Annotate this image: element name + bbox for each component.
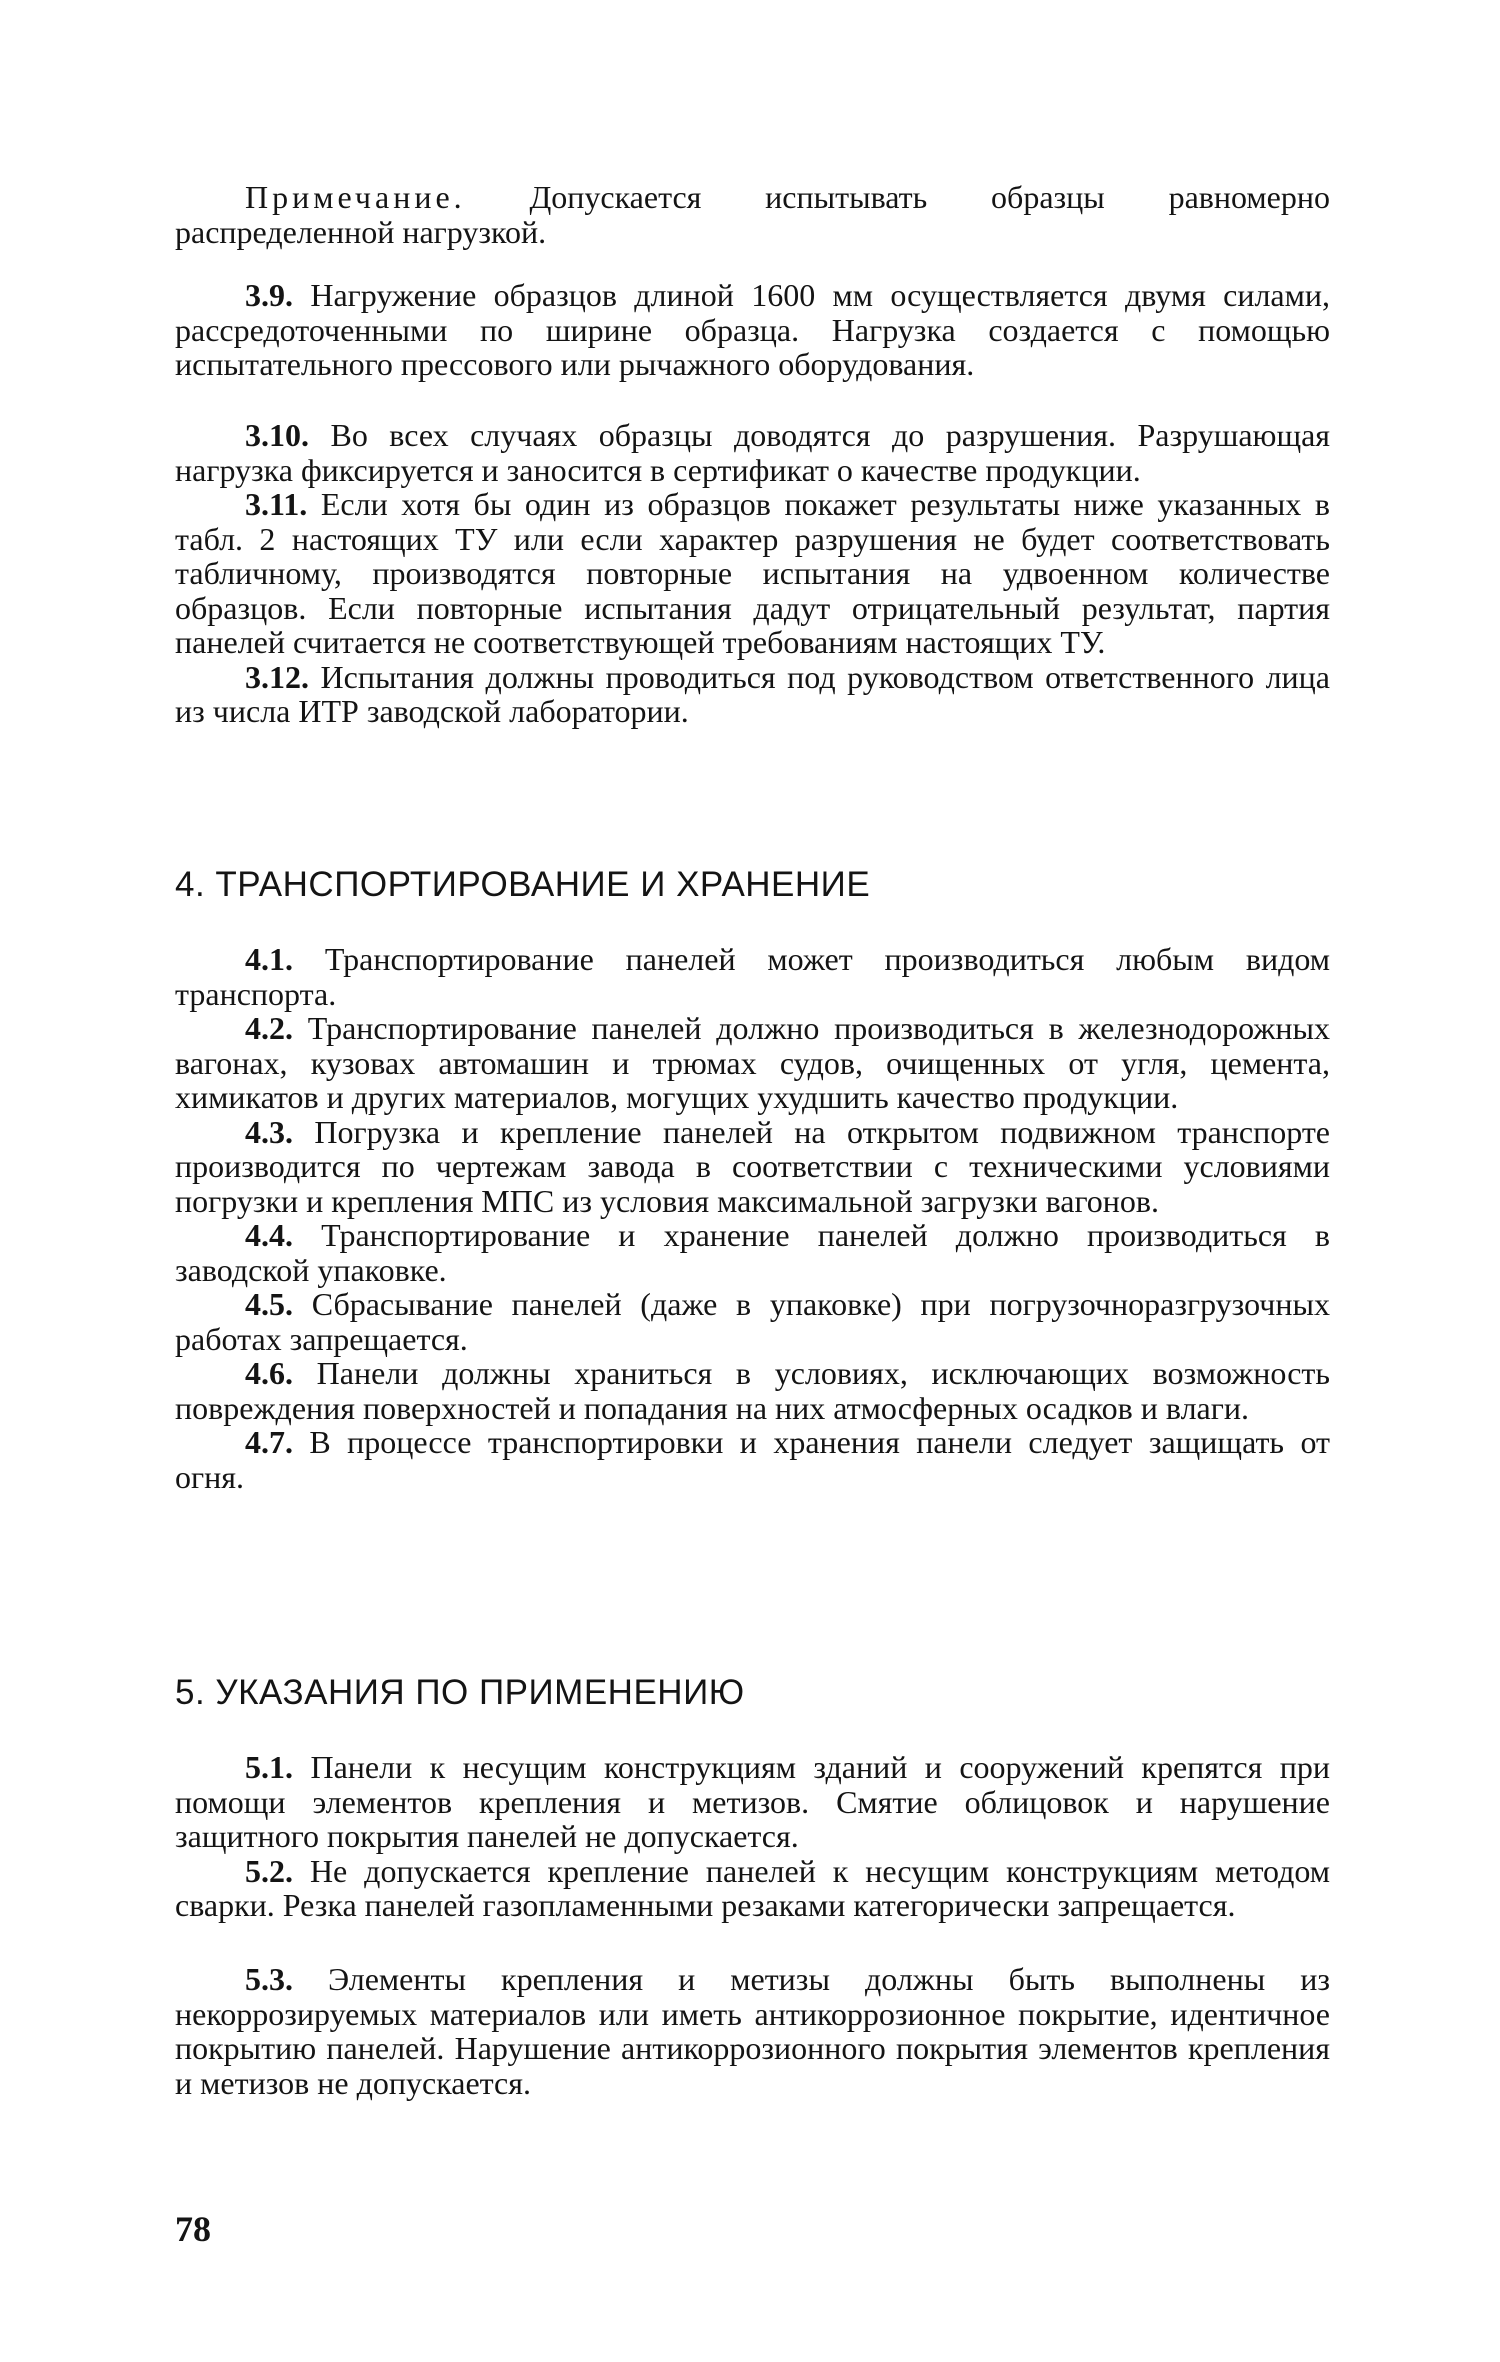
clause-number: 5.2.	[245, 1852, 293, 1889]
clause-number: 4.6.	[245, 1355, 293, 1391]
clause-3-12	[175, 660, 1330, 729]
section-4-heading-block	[175, 865, 1330, 905]
section-5-body-a	[175, 1750, 1330, 1923]
page-number: 78	[175, 2209, 211, 2249]
clause-text: Если хотя бы один из образцов покажет результаты ниже указанных в табл. 2 настоящих ТУ или если характер разрушения не будет соответствовать табличному, производятся повторные испытания на удвоенном количестве образцов. Если повторные испытания дадут отрицательный результат, партия панелей считается не соответствующей требованиям настоящих ТУ.	[175, 486, 1331, 660]
clause-4-3	[175, 1115, 1330, 1219]
clause-text: Погрузка и крепление панелей на открытом подвижном транспорте производится по чертежам завода в соответствии с техническими условиями погрузки и крепления МПС из условия максимальной загрузки вагонов.	[175, 1113, 1331, 1219]
clause-number: 4.5.	[245, 1286, 293, 1322]
note-label: Примечание.	[245, 179, 466, 215]
clause-text: Панели должны храниться в условиях, исключающих возможность повреждения поверхностей и попадания на них атмосферных осадков и влаги.	[175, 1355, 1331, 1426]
clause-number: 4.7.	[245, 1424, 293, 1460]
clause-number: 5.1.	[245, 1749, 293, 1785]
clause-text: Сбрасывание панелей (даже в упаковке) при погрузочноразгрузочных работах запрещается.	[175, 1286, 1331, 1357]
clause-text: Испытания должны проводиться под руководством ответственного лица из числа ИТР заводской лаборатории.	[175, 658, 1331, 729]
clause-number: 3.9.	[245, 277, 293, 313]
clause-4-1	[175, 942, 1330, 1011]
clause-4-6	[175, 1356, 1330, 1425]
section-4-heading: 4. ТРАНСПОРТИРОВАНИЕ И ХРАНЕНИЕ	[175, 865, 871, 904]
clause-4-7	[175, 1425, 1330, 1494]
note-text: Допускается испытывать образцы равномерно распределенной нагрузкой.	[175, 179, 1331, 250]
clause-number: 3.11.	[245, 486, 308, 522]
clause-number: 4.3.	[245, 1113, 293, 1150]
section-4-body	[175, 942, 1330, 1494]
clause-paragraph	[175, 278, 1330, 382]
clause-text: Нагружение образцов длиной 1600 мм осуществляется двумя силами, рассредоточенными по ширине образца. Нагрузка создается с помощью испытательного прессового или рычажного оборудования.	[175, 277, 1331, 382]
clause-5-3	[175, 1962, 1330, 2100]
section-5-heading-block	[175, 1673, 1330, 1713]
clause-3-9	[175, 278, 1330, 382]
clause-number: 3.12.	[245, 658, 309, 695]
clause-number: 4.1.	[245, 941, 293, 977]
clause-text: Элементы крепления и метизы должны быть выполнены из некоррозируемых материалов или иметь антикоррозионное покрытие, идентичное покрытию панелей. Нарушение антикоррозионного покрытия элементов крепления и метизов не допускается.	[175, 1961, 1331, 2101]
clause-text: Не допускается крепление панелей к несущим конструкциям методом сварки. Резка панелей газопламенными резаками категорически запрещается.	[175, 1852, 1331, 1923]
clause-text: Панели к несущим конструкциям зданий и сооружений крепятся при помощи элементов крепления и метизов. Смятие облицовок и нарушение защитного покрытия панелей не допускается.	[175, 1749, 1331, 1854]
clause-text: Транспортирование панелей должно производиться в железнодорожных вагонах, кузовах автомашин и трюмах судов, очищенных от угля, цемента, химикатов и других материалов, могущих ухудшить качество продукции.	[175, 1010, 1331, 1115]
clause-4-4	[175, 1218, 1330, 1287]
section-5-heading: 5. УКАЗАНИЯ ПО ПРИМЕНЕНИЮ	[175, 1673, 745, 1712]
clause-3-10	[175, 418, 1330, 487]
clause-text: Во всех случаях образцы доводятся до разрушения. Разрушающая нагрузка фиксируется и заносится в сертификат о качестве продукции.	[175, 417, 1331, 488]
clause-number: 4.2.	[245, 1010, 293, 1046]
clause-text: В процессе транспортировки и хранения панели следует защищать от огня.	[175, 1424, 1331, 1495]
clause-number: 5.3.	[245, 1961, 293, 1997]
note-paragraph	[175, 180, 1330, 249]
clause-4-5	[175, 1287, 1330, 1356]
clause-text: Транспортирование и хранение панелей должно производиться в заводской упаковке.	[175, 1217, 1330, 1288]
clause-text: Транспортирование панелей может производиться любым видом транспорта.	[175, 941, 1330, 1012]
clause-number: 4.4.	[245, 1217, 293, 1253]
clauses-3-10-to-3-12	[175, 418, 1330, 729]
clause-5-2	[175, 1854, 1330, 1923]
clause-5-1	[175, 1750, 1330, 1854]
section-5-body-b	[175, 1962, 1330, 2100]
clause-4-2	[175, 1011, 1330, 1115]
clause-number: 3.10.	[245, 417, 309, 453]
clause-3-11	[175, 487, 1330, 660]
note-block	[175, 180, 1330, 249]
